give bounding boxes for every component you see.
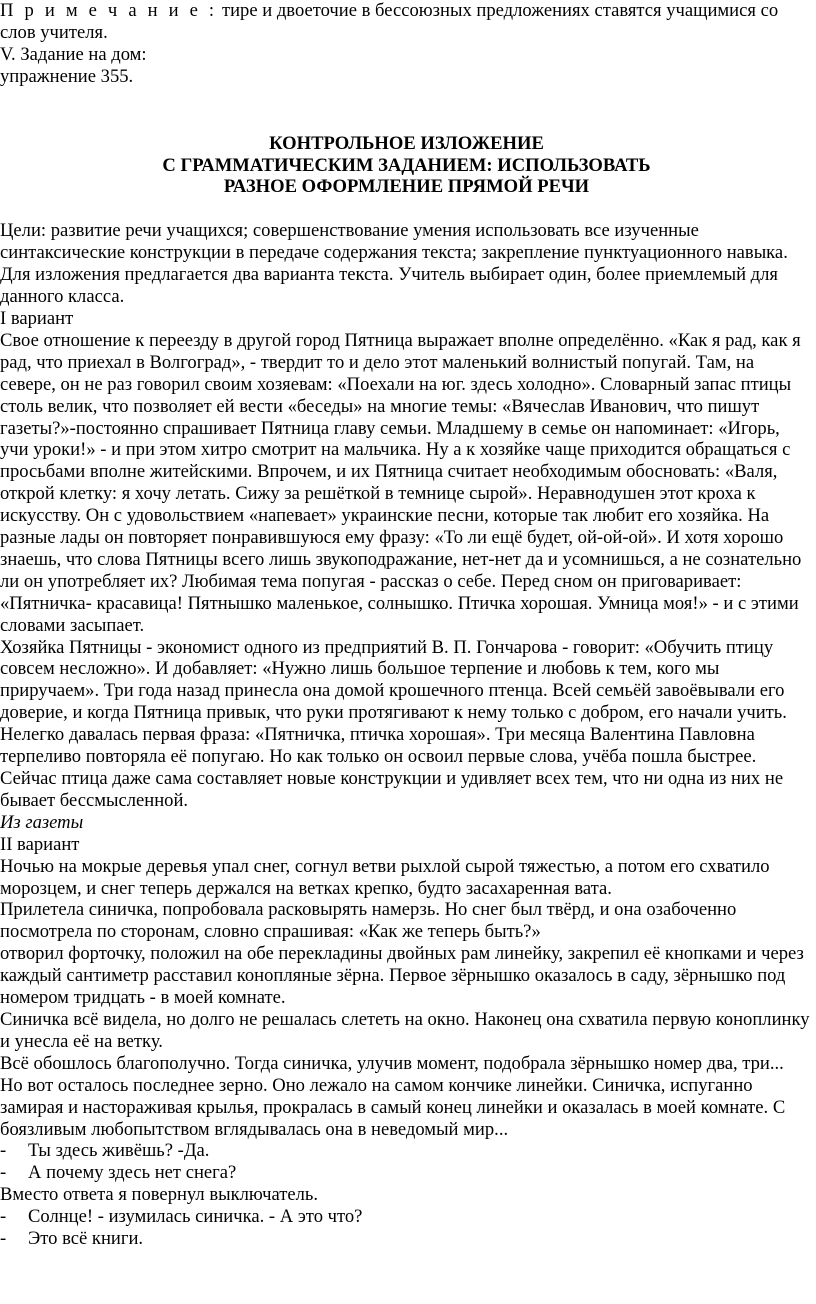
variant-2-paragraph-4: Синичка всё видела, но долго не решалась слететь на окно. Наконец она схватила первую коноплинку и унесла её на ветку. [0,1008,810,1052]
dialogue-dash: - [0,1140,7,1162]
dialogue-dash: - [0,1162,7,1184]
title-line-3: РАЗНОЕ ОФОРМЛЕНИЕ ПРЯМОЙ РЕЧИ [223,176,590,198]
dialogue-line-4 [0,1228,813,1250]
variant-2-paragraph-6: Но вот осталось последнее зерно. Оно лежало на самом кончике линейки. Синичка, испуганно замирая и настораживая крылья, прокралась в самый конец линейки и оказалась в моей комнате. С боязливым любопытством вглядывалась она в неведомый мир... [0,1074,786,1140]
variant-2-paragraph-5: Всё обошлось благополучно. Тогда синичка, улучив момент, подобрала зёрнышко номер два, три... [0,1052,784,1074]
dialogue-text: Ты здесь живёшь? -Да. [28,1140,210,1162]
variant-2-heading: II вариант [0,833,80,855]
spacer [0,198,813,220]
title-line-2: С ГРАММАТИЧЕСКИМ ЗАДАНИЕМ: ИСПОЛЬЗОВАТЬ [162,154,651,176]
note-label: П р и м е ч а н и е : [0,0,218,21]
document-title [0,133,813,199]
dialogue-text: Солнце! - изумилась синичка. - А это что? [28,1206,363,1228]
variant-2-paragraph-2: Прилетела синичка, попробовала расковырять намерзь. Но снег был твёрд, и она озабоченно посмотрела по сторонам, словно спрашивая: «Как же теперь быть?» [0,899,737,943]
dialogue-line-2 [0,1162,813,1184]
homework-task: упражнение 355. [0,65,134,87]
note-paragraph [0,0,813,44]
goals-paragraph: Цели: развитие речи учащихся; совершенствование умения использовать все изученные синтаксические конструкции в передаче содержания текста; закрепление пунктуационного навыка. [0,220,788,264]
dialogue-text: А почему здесь нет снега? [28,1162,237,1184]
variant-2-paragraph-7: Вместо ответа я повернул выключатель. [0,1184,319,1206]
dialogue-line-3 [0,1206,813,1228]
title-line-1: КОНТРОЛЬНОЕ ИЗЛОЖЕНИЕ [269,132,544,154]
variant-1-source: Из газеты [0,811,84,833]
dialogue-dash: - [0,1228,7,1250]
intro-paragraph: Для изложения предлагается два варианта текста. Учитель выбирает один, более приемлемый для данного класса. [0,264,778,308]
homework-heading: V. Задание на дом: [0,43,147,65]
dialogue-text: Это всё книги. [28,1228,144,1250]
variant-1-paragraph-1: Свое отношение к переезду в другой город Пятница выражает вполне определённо. «Как я рад, как я рад, что приехал в Волгоград», - твердит то и дело этот маленький волнистый попугай. Там, на севере, он не раз говорил своим хозяевам: «Поехали на юг. здесь холодно». Словарный запас птицы столь велик, что позволяет ей вести «беседы» на многие темы: «Вячеслав Иванович, что пишут газеты?»-постоянно спрашивает Пятница главу семьи. Младшему в семье он напоминает: «Игорь, учи уроки!» - и при этом хитро смотрит на мальчика. Ну а к хозяйке чаще приходится обращаться с просьбами вполне житейскими. Впрочем, и их Пятница считает необходимым обосновать: «Валя, открой клетку: я хочу летать. Сижу за решёткой в темнице сырой». Неравнодушен этот кроха к искусству. Он с удовольствием «напевает» украинские песни, которые так любит его хозяйка. На разные лады он повторяет понравившуюся ему фразу: «То ли ещё будет, ой-ой-ой». И хотя хорошо знаешь, что слова Пятницы всего лишь звукоподражание, нет-нет да и усомнишься, а не сознательно ли он употребляет их? Любимая тема попугая - рассказ о себе. Перед сном он приговаривает: «Пятничка- красавица! Пятнышко маленькое, солнышко. Птичка хорошая. Умница моя!» - и с этими словами засыпает. [0,329,802,636]
note-text: тире и двоеточие в бессоюзных предложениях ставятся учащимися со слов учителя. [0,0,779,43]
variant-1-paragraph-2: Хозяйка Пятницы - экономист одного из предприятий В. П. Гончарова - говорит: «Обучить птицу совсем несложно». И добавляет: «Нужно лишь большое терпение и любовь к тем, кого мы приручаем». Три года назад принесла она домой крошечного птенца. Всей семьёй завоёвывали его доверие, и когда Пятница привык, что руки протягивают к нему только с добром, его начали учить. Нелегко давалась первая фраза: «Пятничка, птичка хорошая». Три месяца Валентина Павловна терпеливо повторяла её попугаю. Но как только он освоил первые слова, учёба пошла быстрее. Сейчас птица даже сама составляет новые конструкции и удивляет всех тем, что ни одна из них не бывает бессмысленной. [0,636,787,811]
variant-1-heading: I вариант [0,307,74,329]
variant-2-paragraph-1: Ночью на мокрые деревья упал снег, согнул ветви рыхлой сырой тяжестью, а потом его схватило морозцем, и снег теперь держался на ветках крепко, будто засахаренная вата. [0,855,770,899]
dialogue-line-1 [0,1140,813,1162]
dialogue-dash: - [0,1206,7,1228]
variant-2-paragraph-3: отворил форточку, положил на обе перекладины двойных рам линейку, закрепил её кнопками и через каждый сантиметр расставил конопляные зёрна. Первое зёрнышко оказалось в саду, зёрнышко под номером тридцать - в моей комнате. [0,943,804,1009]
